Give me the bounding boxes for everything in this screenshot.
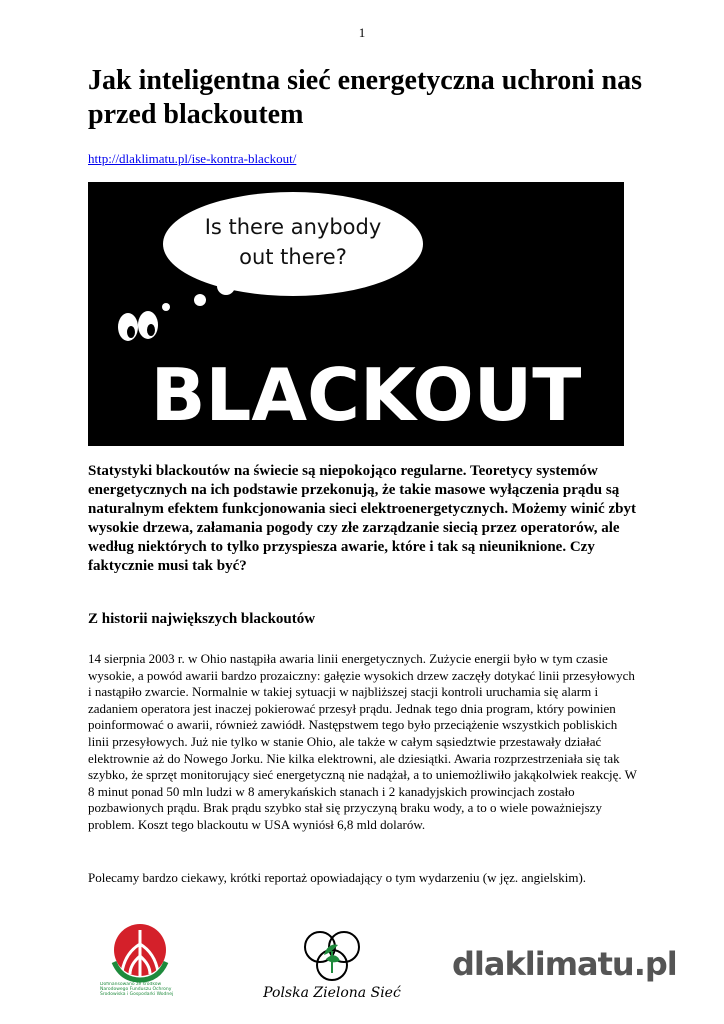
- nfos-caption: Dofinansowano ze środków Narodowego Funduszu Ochrony Środowiska i Gospodarki Wodnej: [100, 982, 174, 997]
- source-link[interactable]: http://dlaklimatu.pl/ise-kontra-blackout/: [88, 151, 297, 166]
- speech-line-2: out there?: [239, 245, 347, 269]
- dk-part-2: klimatu.pl: [504, 945, 677, 983]
- pzs-circles-icon: [262, 925, 402, 985]
- body-paragraph-1: 14 sierpnia 2003 r. w Ohio nastąpiła awaria linii energetycznych. Zużycie energii było w tym czasie wysokie, a powód awarii bardzo prozaiczny: gałęzie wysokich drzew zaczęły dotykać linii przesyłowych i nastąpiło zwarcie. Normalnie w takiej sytuacji w najbliższej stacji kontroli uruchamia się alarm i zadaniem operatora jest inaczej pokierować przesył prądu. Jednak tego dnia program, który powinien poinformować o awarii, również zawiódł. Następstwem tego było przeciążenie wszystkich pobliskich linii przesyłowych. Już nie tylko w stanie Ohio, ale także w całym sąsiedztwie przestawały działać elektrownie aż do Nowego Jorku. Nie kilka elektrowni, ale dziesiątki. Awaria rozprzestrzeniała się tak szybko, że sprzęt monitorujący sieć energetyczną nie nadążał, a to uniemożliwiło jakąkolwiek reakcję. W 8 minut ponad 50 mln ludzi w 8 amerykańskich stanach i 2 kanadyjskich prowincjach zostało pozbawionych prądu. Brak prądu szybko stał się przyczyną braku wody, a to o wiele poważniejszy problem. Koszt tego blackoutu w USA wyniósł 6,8 mld dolarów.: [88, 651, 637, 832]
- blackout-word: BLACKOUT: [150, 353, 582, 437]
- blackout-image: [88, 182, 624, 446]
- pzs-logo: [262, 925, 402, 1015]
- dlaklimatu-logo: [452, 945, 677, 983]
- page-number: 1: [358, 25, 366, 40]
- blackout-illustration: [88, 182, 624, 446]
- nfos-logo: [100, 920, 180, 1010]
- article-title: Jak inteligentna sieć energetyczna uchroni nas przed blackoutem: [88, 65, 643, 130]
- pzs-name: Polska Zielona Sieć: [263, 985, 401, 1001]
- dk-part-1: dla: [452, 945, 505, 983]
- body-paragraph-2: Polecamy bardzo ciekawy, krótki reportaż opowiadający o tym wydarzeniu (w jęz. angielskim).: [88, 870, 587, 885]
- speech-bubble: [163, 192, 423, 296]
- section-heading: Z historii największych blackoutów: [88, 611, 316, 627]
- speech-line-1: Is there anybody: [204, 215, 382, 239]
- lead-paragraph: Statystyki blackoutów na świecie są niepokojąco regularne. Teoretycy systemów energetycznych na ich podstawie przekonują, że takie masowe wyłączenia prądu są naturalnym efektem funkcjonowania sieci elektroenergetycznych. Możemy winić zbyt wysokie drzewa, załamania pogody czy złe zarządzanie siecią przez operatorów, ale według niektórych to tylko przyspiesza awarie, które i tak są nieuniknione. Czy faktycznie musi tak być?: [88, 463, 636, 574]
